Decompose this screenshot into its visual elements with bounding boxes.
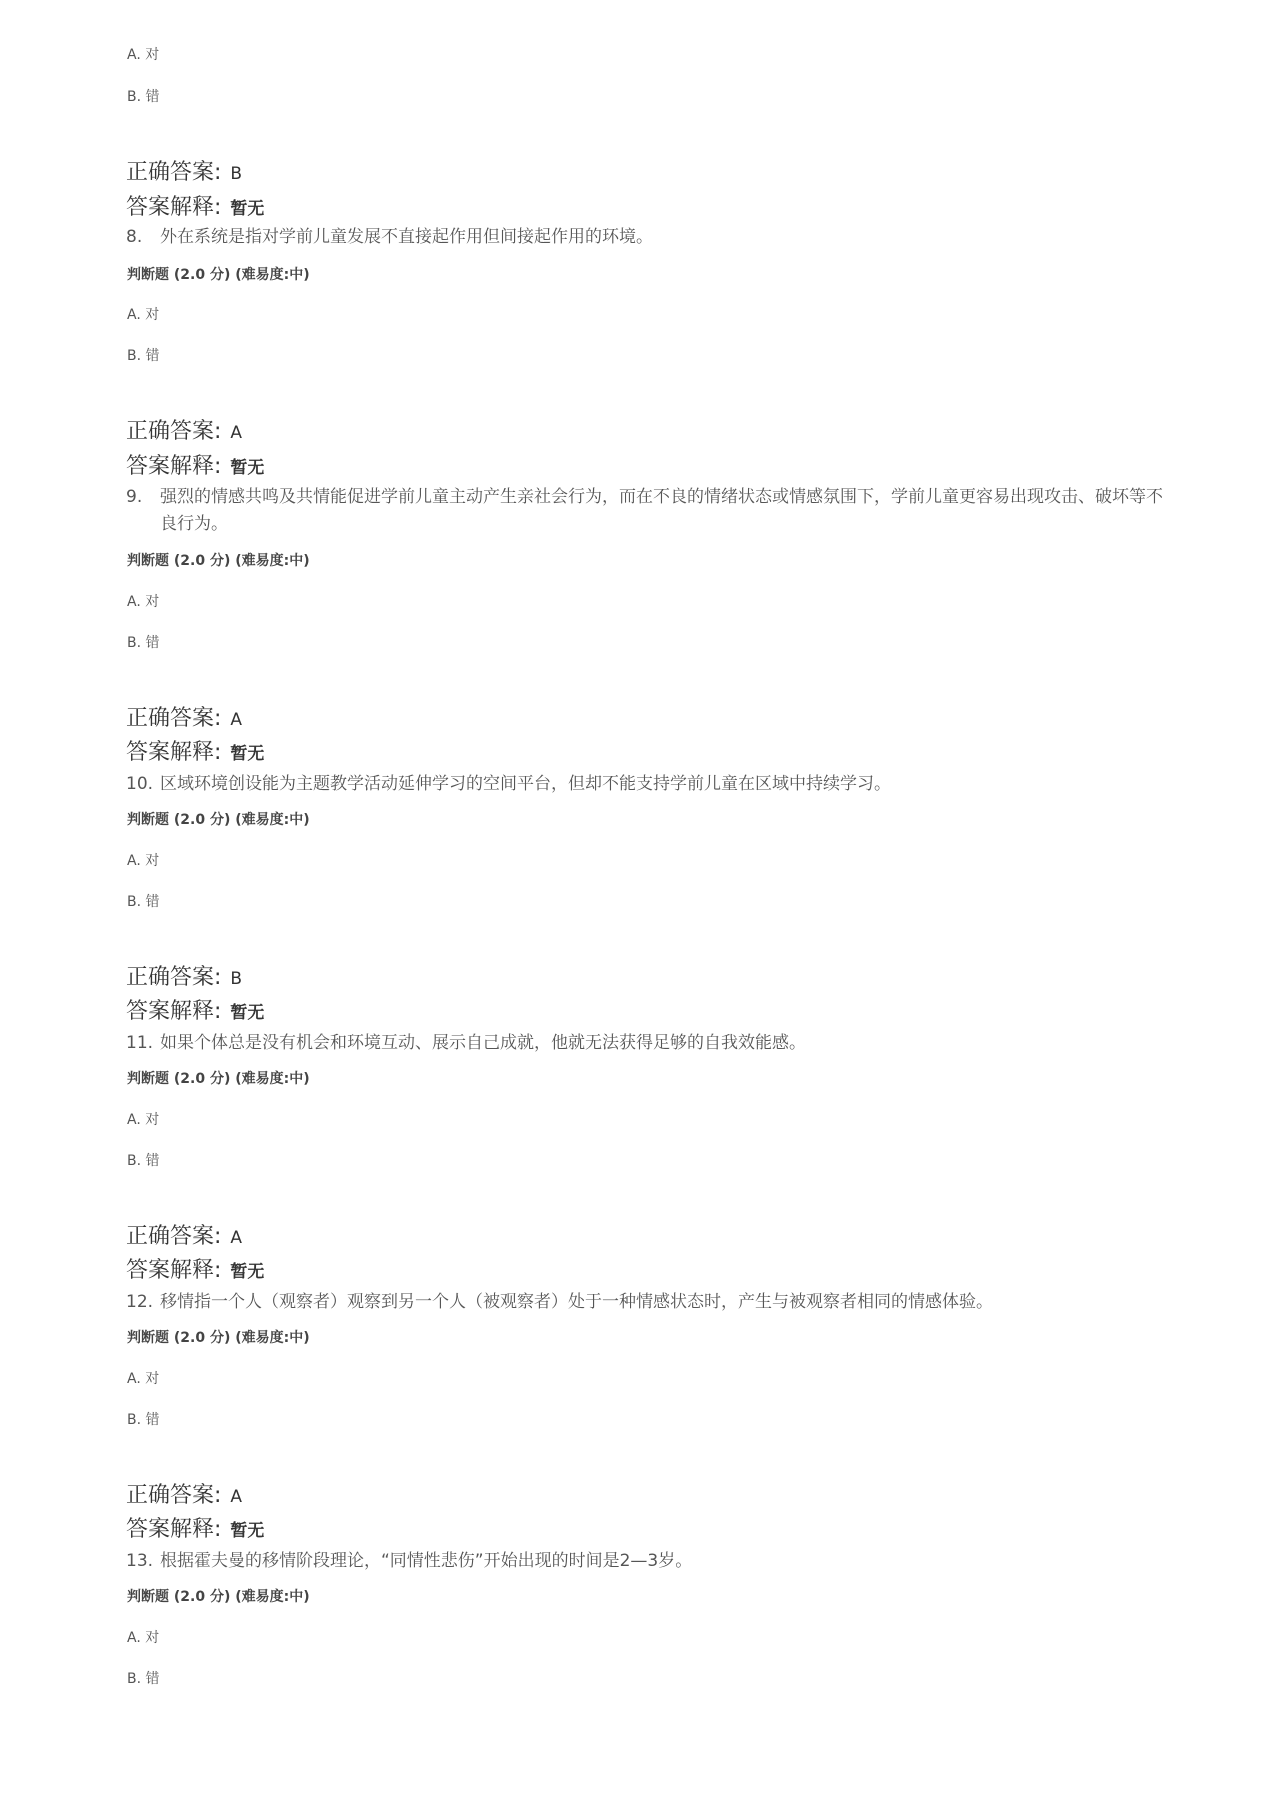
- explanation-label: 答案解释:: [126, 195, 222, 220]
- question-text: [126, 1548, 1166, 1575]
- correct-answer-label: 正确答案:: [126, 706, 222, 731]
- question-meta: 判断题 (2.0 分) (难易度:中): [127, 553, 310, 569]
- explanation-value: 暂无: [230, 458, 265, 478]
- explanation-label: 答案解释:: [126, 740, 222, 765]
- question-number: 10.: [126, 774, 154, 794]
- option-a: A. 对: [127, 307, 160, 323]
- correct-answer-value: A: [230, 1487, 243, 1507]
- correct-answer-value: B: [230, 164, 243, 184]
- correct-answer: [126, 706, 242, 733]
- question-text: [126, 224, 1166, 251]
- correct-answer: [126, 1483, 242, 1510]
- option-b: B. 错: [127, 894, 160, 910]
- question-body: 移情指一个人（观察者）观察到另一个人（被观察者）处于一种情感状态时，产生与被观察者相同的情感体验。: [160, 1292, 993, 1312]
- question-number: 9.: [126, 487, 143, 507]
- explanation-label: 答案解释:: [126, 454, 222, 479]
- answer-explanation: [126, 195, 264, 222]
- explanation-value: 暂无: [230, 1262, 265, 1282]
- question-text: [126, 484, 1166, 538]
- option-a: A. 对: [127, 1371, 160, 1387]
- explanation-value: 暂无: [230, 1521, 265, 1541]
- explanation-value: 暂无: [230, 1003, 265, 1023]
- option-b: B. 错: [127, 1412, 160, 1428]
- question-text: [126, 771, 1166, 798]
- correct-answer-label: 正确答案:: [126, 1224, 222, 1249]
- explanation-value: 暂无: [230, 744, 265, 764]
- question-meta: 判断题 (2.0 分) (难易度:中): [127, 812, 310, 828]
- question-number: 13.: [126, 1551, 154, 1571]
- question-meta: 判断题 (2.0 分) (难易度:中): [127, 1589, 310, 1605]
- correct-answer: [126, 419, 242, 446]
- option-a: A. 对: [127, 1112, 160, 1128]
- answer-explanation: [126, 454, 264, 481]
- question-number: 11.: [126, 1033, 154, 1053]
- explanation-label: 答案解释:: [126, 1517, 222, 1542]
- explanation-value: 暂无: [230, 199, 265, 219]
- option-b: B. 错: [127, 89, 160, 105]
- correct-answer: [126, 965, 242, 992]
- option-a: A. 对: [127, 594, 160, 610]
- answer-explanation: [126, 740, 264, 767]
- question-meta: 判断题 (2.0 分) (难易度:中): [127, 1330, 310, 1346]
- answer-explanation: [126, 1258, 264, 1285]
- option-b: B. 错: [127, 1153, 160, 1169]
- correct-answer-value: B: [230, 969, 243, 989]
- option-a: A. 对: [127, 1630, 160, 1646]
- option-a: A. 对: [127, 47, 160, 63]
- option-b: B. 错: [127, 348, 160, 364]
- correct-answer-value: A: [230, 423, 243, 443]
- correct-answer: [126, 160, 242, 187]
- answer-explanation: [126, 1517, 264, 1544]
- question-body: 如果个体总是没有机会和环境互动、展示自己成就，他就无法获得足够的自我效能感。: [160, 1033, 806, 1053]
- question-body: 外在系统是指对学前儿童发展不直接起作用但间接起作用的环境。: [160, 227, 653, 247]
- question-text: [126, 1030, 1166, 1057]
- question-body: 区域环境创设能为主题教学活动延伸学习的空间平台，但却不能支持学前儿童在区域中持续学习。: [160, 774, 891, 794]
- question-number: 8.: [126, 227, 143, 247]
- correct-answer: [126, 1224, 242, 1251]
- question-meta: 判断题 (2.0 分) (难易度:中): [127, 1071, 310, 1087]
- correct-answer-label: 正确答案:: [126, 1483, 222, 1508]
- correct-answer-value: A: [230, 710, 243, 730]
- question-number: 12.: [126, 1292, 154, 1312]
- question-meta: 判断题 (2.0 分) (难易度:中): [127, 267, 310, 283]
- correct-answer-label: 正确答案:: [126, 160, 222, 185]
- explanation-label: 答案解释:: [126, 999, 222, 1024]
- correct-answer-label: 正确答案:: [126, 419, 222, 444]
- question-body: 强烈的情感共鸣及共情能促进学前儿童主动产生亲社会行为，而在不良的情绪状态或情感氛围下，学前儿童更容易出现攻击、破坏等不良行为。: [160, 487, 1163, 534]
- question-body: 根据霍夫曼的移情阶段理论，“同情性悲伤”开始出现的时间是2—3岁。: [160, 1551, 693, 1571]
- option-b: B. 错: [127, 635, 160, 651]
- correct-answer-label: 正确答案:: [126, 965, 222, 990]
- option-a: A. 对: [127, 853, 160, 869]
- question-text: [126, 1289, 1166, 1316]
- correct-answer-value: A: [230, 1228, 243, 1248]
- explanation-label: 答案解释:: [126, 1258, 222, 1283]
- option-b: B. 错: [127, 1671, 160, 1687]
- answer-explanation: [126, 999, 264, 1026]
